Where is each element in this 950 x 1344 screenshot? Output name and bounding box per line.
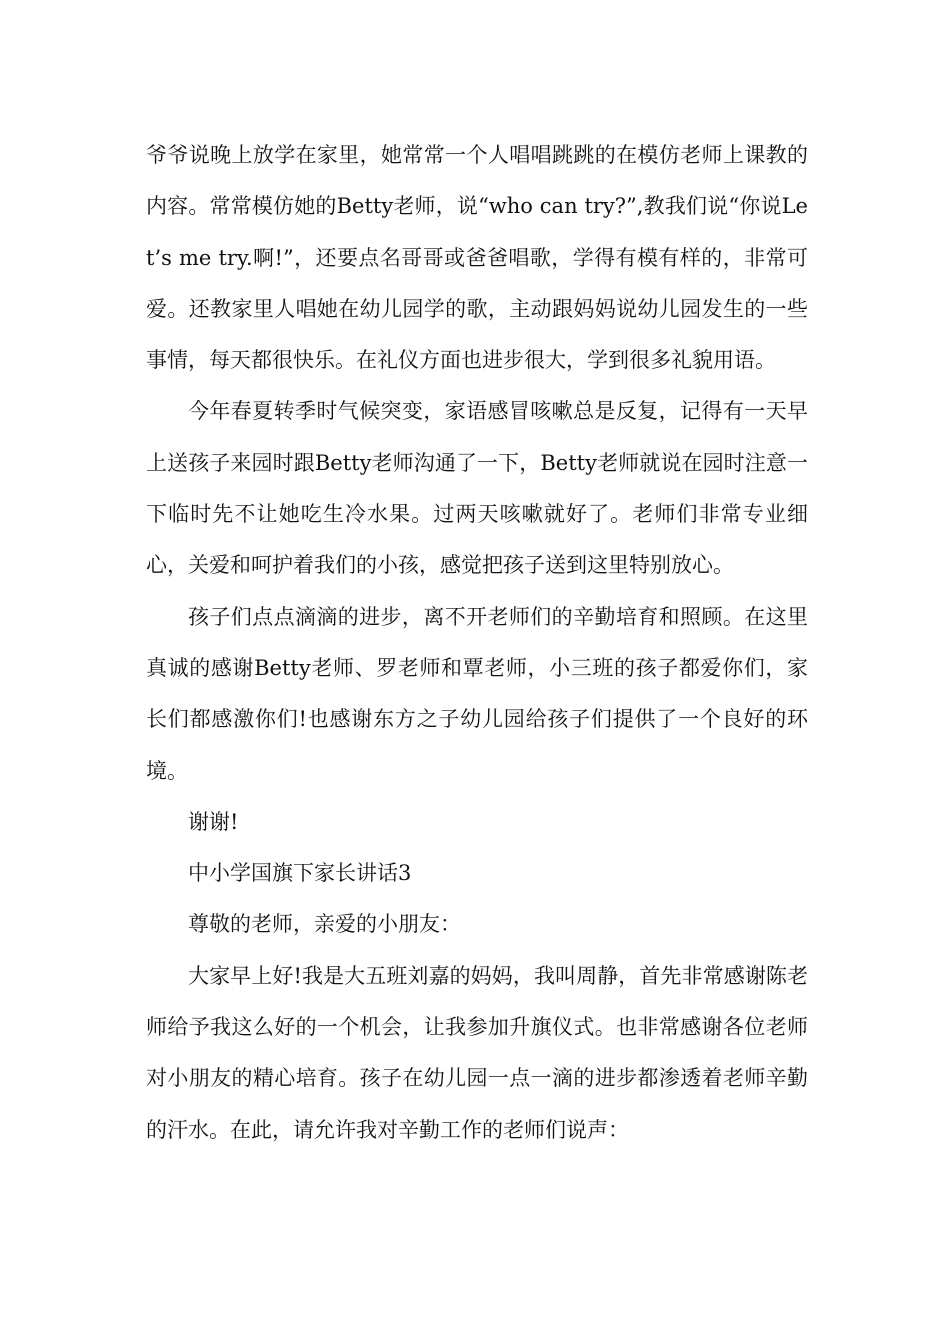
section-heading: 中小学国旗下家长讲话3 bbox=[188, 861, 412, 886]
paragraph-thanks: 孩子们点点滴滴的进步，离不开老师们的辛勤培育和照顾。在这里真诚的感谢Betty老师、罗老师和覃老师，小三班的孩子都爱你们，家长们都感激你们!也感谢东方之子幼儿园给孩子们提供了一个良好的环境。 bbox=[146, 604, 808, 783]
salutation: 尊敬的老师，亲爱的小朋友： bbox=[188, 912, 461, 937]
document-body bbox=[146, 130, 808, 1156]
paragraph-health: 今年春夏转季时气候突变，家语感冒咳嗽总是反复，记得有一天早上送孩子来园时跟Betty老师沟通了一下，Betty老师就说在园时注意一下临时先不让她吃生冷水果。过两天咳嗽就好了。老师们非常专业细心，关爱和呵护着我们的小孩，感觉把孩子送到这里特别放心。 bbox=[146, 399, 808, 578]
paragraph-closing: 谢谢! bbox=[188, 809, 239, 834]
paragraph-speech-opening: 大家早上好!我是大五班刘嘉的妈妈，我叫周静，首先非常感谢陈老师给予我这么好的一个机会，让我参加升旗仪式。也非常感谢各位老师对小朋友的精心培育。孩子在幼儿园一点一滴的进步都渗透着老师辛勤的汗水。在此，请允许我对辛勤工作的老师们说声： bbox=[146, 963, 808, 1142]
paragraph-continuation: 爷爷说晚上放学在家里，她常常一个人唱唱跳跳的在模仿老师上课教的内容。常常模仿她的Betty老师，说“who can try?”,教我们说“你说Let’s me try.啊!”，还要点名哥哥或爸爸唱歌，学得有模有样的，非常可爱。还教家里人唱她在幼儿园学的歌，主动跟妈妈说幼儿园发生的一些事情，每天都很快乐。在礼仪方面也进步很大，学到很多礼貌用语。 bbox=[146, 143, 808, 373]
